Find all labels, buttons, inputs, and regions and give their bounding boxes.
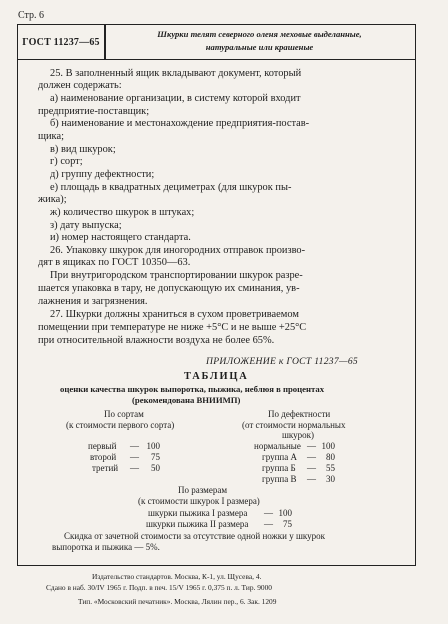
table-note: Скидка от зачетной стоимости за отсутствие одной ножки у шкурок [64,531,326,541]
body-line: ж) количество шкурок в штуках; [50,207,195,218]
body-line: При внутригородском транспортировании шкурок разре- [50,270,303,281]
grade-row-label: первый [88,441,117,451]
footer-printing-house: Тип. «Московский печатник». Москва, Лялин пер., 6. Зак. 1209 [78,597,277,606]
table-subtitle: (рекомендована ВНИИМП) [132,395,241,405]
size-row-dash: — [264,519,273,529]
defect-column-header: шкурок) [282,430,315,440]
body-line: е) площадь в квадратных дециметрах (для шкурок пы- [50,182,292,193]
footer-publisher: Издательство стандартов. Москва, К-1, ул. Щусева, 4. [92,572,262,581]
body-line: шается упаковка в тару, не допускающую их сминания, ув- [38,283,300,294]
appendix-label: ПРИЛОЖЕНИЕ к ГОСТ 11237—65 [206,356,359,367]
size-row-value: 100 [278,508,292,518]
size-row-label: шкурки пыжика II размера [146,519,249,529]
defect-row-label: группа В [262,474,297,484]
grade-row-label: третий [92,463,119,473]
grade-row-dash: — [130,452,139,462]
grade-row-value: 100 [146,441,160,451]
defect-row-label: группа Б [262,463,296,473]
grade-row-label: второй [90,452,117,462]
defect-row-label: нормальные [254,441,301,451]
standard-title-line: натуральные или крашеные [205,42,314,52]
standard-title [108,28,411,54]
grade-row-dash: — [130,441,139,451]
body-line: при относительной влажности воздуха не более 65%. [38,335,275,346]
defect-row-dash: — [307,463,316,473]
size-row-value: 75 [283,519,292,529]
grade-row-dash: — [130,463,139,473]
defect-row-dash: — [307,452,316,462]
size-row-dash: — [264,508,273,518]
defect-row-value: 55 [326,463,335,473]
defect-row-value: 100 [321,441,335,451]
defect-column-header: (от стоимости нормальных [242,420,346,430]
standard-code: ГОСТ 11237—65 [22,36,100,48]
size-column-header: По размерам [178,485,228,495]
defect-row-value: 80 [326,452,335,462]
body-line: а) наименование организации, в систему которой входит [50,93,301,104]
defect-row-value: 30 [326,474,335,484]
grade-column-header: По сортам [104,409,144,419]
defect-row-dash: — [307,441,316,451]
body-line: г) сорт; [50,156,83,167]
header-divider [104,25,106,59]
body-line: 27. Шкурки должны храниться в сухом проветриваемом [50,309,299,320]
body-line: д) группу дефектности; [50,169,155,180]
defect-row-dash: — [307,474,316,484]
standard-title-line: Шкурки телят северного оленя меховые выделанные, [157,29,362,39]
defect-column-header: По дефектности [268,409,331,419]
size-column-header: (к стоимости шкурок I размера) [138,496,260,506]
table-subtitle: оценки качества шкурок выпоротка, пыжика, неблюя в процентах [60,384,325,394]
size-row-label: шкурки пыжика I размера [148,508,248,518]
page-number: Стр. 6 [18,10,45,21]
body-line: 26. Упаковку шкурок для иногородних отправок произво- [50,245,306,256]
body-line: жика); [38,194,67,205]
body-line: и) номер настоящего стандарта. [50,232,191,243]
body-line: дят в ящиках по ГОСТ 10350—63. [38,257,191,268]
defect-row-label: группа А [262,452,297,462]
body-line: з) дату выпуска; [50,220,122,231]
grade-row-value: 50 [151,463,160,473]
body-line: щика; [38,131,64,142]
grade-column-header: (к стоимости первого сорта) [66,420,175,430]
body-line: в) вид шкурок; [50,144,116,155]
body-line: помещении при температуре не ниже +5°С и не выше +25°С [38,322,307,333]
table-title: ТАБЛИЦА [184,371,249,382]
body-line: должен содержать: [38,80,122,91]
grade-row-value: 75 [151,452,160,462]
body-line: лажнения и загрязнения. [38,296,148,307]
table-note: выпоротка и пыжика — 5%. [52,542,160,552]
body-line: 25. В заполненный ящик вкладывают документ, который [50,68,302,79]
footer-print-info: Сдано в наб. 30/IV 1965 г. Подп. в печ. 15/V 1965 г. 0,375 п. л. Тир. 9000 [46,583,272,592]
body-line: б) наименование и местонахождение предприятия-постав- [50,118,310,129]
body-line: предприятие-поставщик; [38,106,150,117]
standard-header [17,24,416,60]
